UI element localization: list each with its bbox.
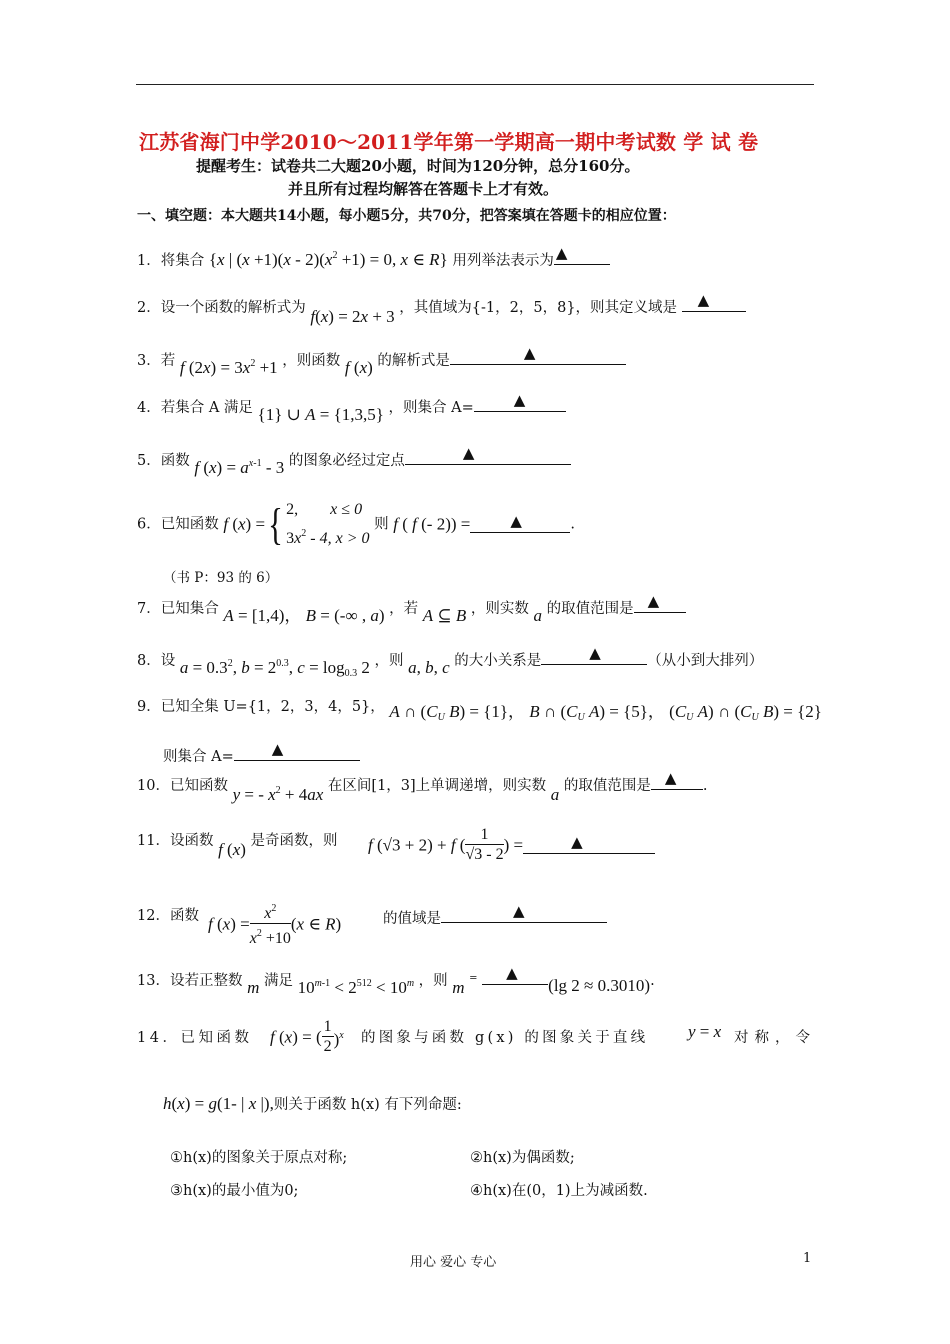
answer-blank-4[interactable]: ▲ [474, 395, 566, 412]
q2-function: f [310, 307, 316, 326]
header-rule [136, 84, 814, 85]
question-14-line-2: h(x) = g(1- | x |),则关于函数 h(x) 有下列命题: [163, 1094, 462, 1113]
question-12-tail: 的值域是 ▲ [383, 906, 607, 929]
question-8: 8．设 $a = 0.3^2$, $b = 2^{0.3}$, $c = \log_{0.3} 2$ ，则 a, b, c 的大小关系是 ▲ （从小到大排列） [137, 644, 764, 679]
q3-condition: f $(2x) = 3x^2 +1$ [179, 358, 278, 377]
question-14-tail: 对称，令 [734, 1030, 816, 1046]
q11-expression: f (√3 + 2) + f ( $\frac{1}{√3 - 2}$ ) = ▲ [368, 826, 655, 865]
proposition-4: ④h(x)在(0，1)上为减函数. [470, 1183, 648, 1199]
answer-blank-1[interactable]: ▲ [554, 248, 610, 265]
question-9-line-2: 则集合 A= ▲ [163, 744, 360, 767]
footer-text: 用心 爱心 专心 [410, 1255, 497, 1270]
q10-function: y = - $x^2 + 4ax$ [232, 785, 324, 804]
section-heading: 一、填空题：本大题共14小题，每小题5分，共70分，把答案填在答题卡的相应位置： [137, 208, 676, 224]
q14-function: f (x) = ( $\frac{1}{2}$ )$^x$ [270, 1018, 344, 1055]
answer-blank-5[interactable]: ▲ [405, 448, 571, 465]
question-7: 7．已知集合 A = [1,4)， B = (-∞ , a) ，若 A ⊆ B ，则实数 a 的取值范围是 ▲ [137, 596, 686, 619]
answer-blank-8[interactable]: ▲ [541, 648, 647, 665]
question-3: 3．若 f $(2x) = 3x^2 +1$ ，则函数 f (x) 的解析式是 ▲ [137, 346, 626, 371]
reminder-line-2: 并且所有过程均解答在答题卡上才有效。 [288, 180, 559, 198]
answer-blank-2[interactable]: ▲ [682, 295, 746, 312]
answer-blank-13[interactable]: ▲ [482, 968, 548, 985]
q4-union: {1} ∪ A = {1,3,5} [257, 405, 384, 424]
question-5: 5．函数 f $(x) = a^{x-1} - 3$ 的图象必经过定点 ▲ [137, 446, 571, 471]
question-9: 9．已知全集 U={1，2，3，4，5}， A ∩ ($C_U$ B) = {1}， B ∩ ($C_U$ A) = {5}， ($C_U$ A) ∩ ($C_U$ B) = {2} [137, 699, 822, 723]
proposition-3: ③h(x)的最小值为0; [170, 1183, 299, 1199]
q12-function: f (x) = $\frac{x^2}{x^2 +10}$ (x ∈ R) [208, 900, 341, 949]
question-10: 10．已知函数 y = - $x^2 + 4ax$ 在区间[1，3]上单调递增，则实数 a 的取值范围是 ▲ . [137, 769, 708, 804]
q1-set-expression: {x | $(x +1)(x - 2)(x^2 +1) = 0$, x ∈ R} [208, 250, 448, 269]
answer-blank-12[interactable]: ▲ [441, 906, 607, 923]
proposition-1: ①h(x)的图象关于原点对称; [170, 1150, 348, 1166]
reminder-line-1: 提醒考生：试卷共二大题20小题，时间为120分钟，总分160分。 [196, 157, 640, 175]
q14-h-definition: h(x) = g(1- | x |), [163, 1094, 274, 1113]
question-4: 4．若集合 A 满足 {1} ∪ A = {1,3,5} ，则集合 A= ▲ [137, 395, 566, 418]
question-11: 11．设函数 f (x) 是奇函数，则 [137, 833, 338, 859]
q5-function: f $(x) = a^{x-1} - 3$ [194, 458, 285, 477]
q8-values: $a = 0.3^2$, $b = 2^{0.3}$, $c = \log_{0.3} 2$ [179, 658, 370, 679]
question-2: 2．设一个函数的解析式为 f(x) = 2x + 3 ，其值域为{-1，2，5，8}，则其定义域是 ▲ [137, 295, 746, 318]
q6-note: （书 P：93 的 6） [163, 570, 279, 586]
q6-piecewise-brace: { [268, 499, 284, 549]
q9-conditions: A ∩ ($C_U$ B) = {1}， B ∩ ($C_U$ A) = {5}， ($C_U$ A) ∩ ($C_U$ B) = {2} [389, 702, 822, 723]
exam-title: 江苏省海门中学2010～2011学年第一学期高一期中考试数 学 试 卷 [139, 130, 759, 154]
question-1: 1．将集合 {x | $(x +1)(x - 2)(x^2 +1) = 0$, x ∈ R} 用列举法表示为 ▲ [137, 246, 610, 271]
question-6: 6．已知函数 f (x) ={ 2, x ≤ 0 $3x^2 - 4$, x > 0 则 f ( f (- 2)) = ▲ . [137, 498, 575, 551]
answer-blank-10[interactable]: ▲ [651, 773, 703, 790]
answer-blank-6[interactable]: ▲ [470, 516, 570, 533]
q6-piecewise: 2, x ≤ 0 $3x^2 - 4$, x > 0 [286, 501, 370, 547]
question-14: 14．已知函数 [137, 1030, 253, 1046]
question-14-mid: 的图象与函数 g(x) 的图象关于直线 [361, 1030, 649, 1046]
question-13: 13．设若正整数 m 满足 $10^{m-1} < 2^{512} < 10^m$ ，则 m = ▲ (lg 2 ≈ 0.3010). [137, 964, 655, 997]
page-number: 1 [803, 1251, 812, 1266]
q13-inequality: $10^{m-1} < 2^{512} < 10^m$ [297, 978, 415, 997]
answer-blank-11[interactable]: ▲ [523, 837, 655, 854]
question-12: 12．函数 [137, 908, 199, 924]
answer-blank-9[interactable]: ▲ [234, 744, 360, 761]
proposition-2: ②h(x)为偶函数; [470, 1150, 575, 1166]
answer-blank-3[interactable]: ▲ [450, 348, 626, 365]
answer-blank-7[interactable]: ▲ [634, 596, 686, 613]
q14-line: y = x [688, 1022, 722, 1041]
q7-sets: A = [1,4)， B = (-∞ , a) [223, 606, 385, 625]
